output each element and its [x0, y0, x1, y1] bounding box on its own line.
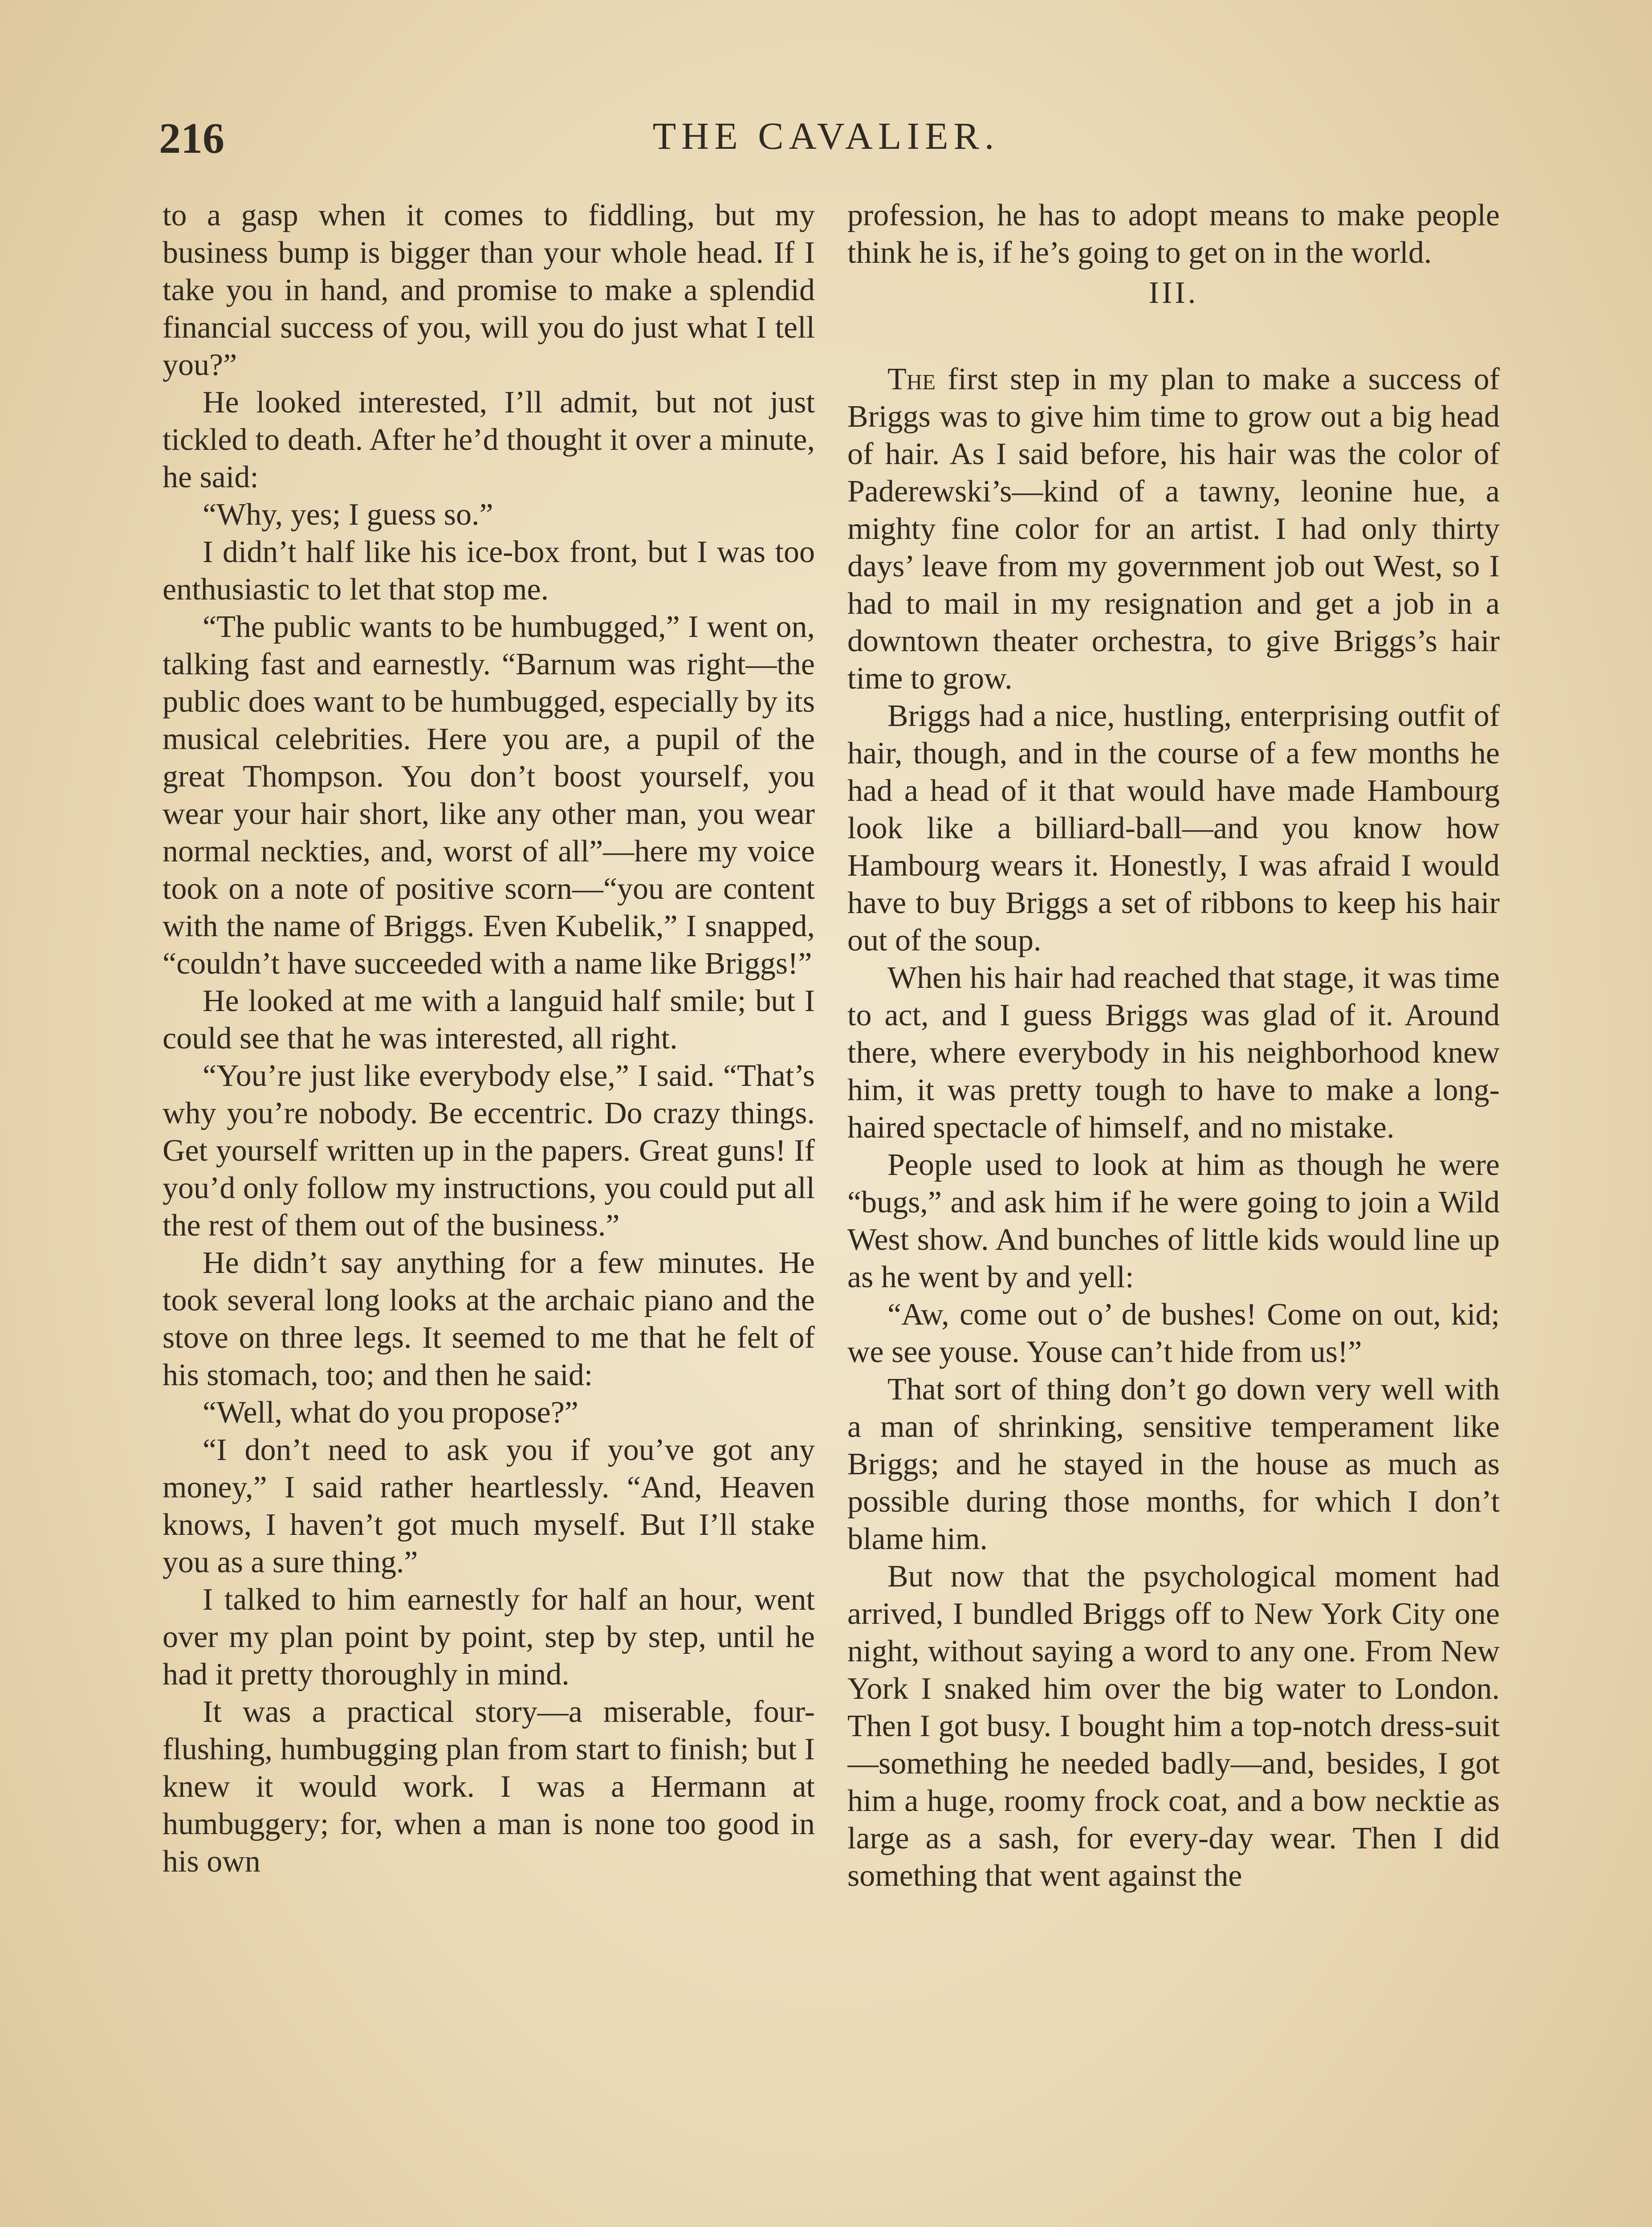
paragraph: He looked interested, I’ll admit, but not just tickled to death. After he’d thought it over a minute, he said:	[163, 385, 815, 494]
paragraph: “You’re just like everybody else,” I said. “That’s why you’re nobody. Be eccentric. Do crazy things. Get yourself written up in the papers. Great guns! If you’d only follow my instructions, you could put all the rest of them out of the business.”	[163, 1059, 815, 1243]
paragraph: That sort of thing don’t go down very well with a man of shrinking, sensitive temperament like Briggs; and he stayed in the house as much as possible during those months, for which I don’t blame him.	[847, 1372, 1500, 1556]
paragraph: It was a practical story—a miserable, four-flushing, humbugging plan from start to finish; but I knew it would work. I was a Hermann at humbuggery; for, when a man is none too good in his own	[163, 1695, 815, 1879]
running-head: THE CAVALIER.	[652, 114, 1000, 157]
right-column	[847, 197, 1500, 2227]
paragraph: “Aw, come out o’ de bushes! Come on out, kid; we see youse. Youse can’t hide from us!”	[847, 1297, 1500, 1369]
page-number: 216	[159, 114, 224, 163]
paragraph-text: first step in my plan to make a success of Briggs was to give him time to grow out a big head of hair. As I said before, his hair was the color of Paderewski’s—kind of a tawny, leonine hue, a mighty fine color for an artist. I had only thirty days’ leave from my government job out West, so I had to mail in my resignation and get a job in a downtown theater orchestra, to give Briggs’s hair time to grow.	[847, 362, 1500, 696]
paragraph: “The public wants to be humbugged,” I went on, talking fast and earnestly. “Barnum was right—the public does want to be humbugged, especially by its musical celebrities. Here you are, a pupil of the great Thompson. You don’t boost yourself, you wear your hair short, like any other man, you wear normal neckties, and, worst of all”—here my voice took on a note of positive scorn—“you are content with the name of Briggs. Even Kubelik,” I snapped, “couldn’t have succeeded with a name like Briggs!”	[163, 610, 815, 981]
paragraph: But now that the psychological moment had arrived, I bundled Briggs off to New York City one night, without saying a word to any one. From New York I snaked him over the big water to London. Then I got busy. I bought him a top-notch dress-suit—something he needed badly—and, besides, I got him a huge, roomy frock coat, and a bow necktie as large as a sash, for every-day wear. Then I did something that went against the	[847, 1559, 1500, 1893]
paragraph: profession, he has to adopt means to make people think he is, if he’s going to get on in the world.	[847, 198, 1500, 270]
paragraph: When his hair had reached that stage, it was time to act, and I guess Briggs was glad of it. Around there, where everybody in his neighborhood knew him, it was pretty tough to have to make a long-haired spectacle of himself, and no mistake.	[847, 961, 1500, 1145]
paragraph: Briggs had a nice, hustling, enterprising outfit of hair, though, and in the course of a few months he had a head of it that would have made Hambourg look like a billiard-ball—and you know how Hambourg wears it. Honestly, I was afraid I would have to buy Briggs a set of ribbons to keep his hair out of the soup.	[847, 699, 1500, 958]
paragraph	[847, 361, 1500, 697]
paragraph: He didn’t say anything for a few minutes. He took several long looks at the archaic piano and the stove on three legs. It seemed to me that he felt of his stomach, too; and then he said:	[163, 1246, 815, 1392]
left-column	[163, 197, 815, 2227]
paragraph: to a gasp when it comes to fiddling, but my business bump is bigger than your whole head. If I take you in hand, and promise to make a splendid financial success of you, will you do just what I tell you?”	[163, 198, 815, 382]
paragraph: “Why, yes; I guess so.”	[203, 498, 493, 532]
paragraph: “Well, what do you propose?”	[203, 1395, 578, 1430]
paragraph: I didn’t half like his ice-box front, but I was too enthusiastic to let that stop me.	[163, 535, 815, 607]
paragraph: “I don’t need to ask you if you’ve got any money,” I said rather heartlessly. “And, Heaven knows, I haven’t got much myself. But I’ll stake you as a sure thing.”	[163, 1433, 815, 1579]
paragraph: I talked to him earnestly for half an hour, went over my plan point by point, step by step, until he had it pretty thoroughly in mind.	[163, 1583, 815, 1692]
lead-word: The	[887, 362, 936, 396]
paragraph: People used to look at him as though he were “bugs,” and ask him if he were going to join a Wild West show. And bunches of little kids would line up as he went by and yell:	[847, 1148, 1500, 1294]
section-number: III.	[1148, 276, 1199, 310]
paragraph: He looked at me with a languid half smile; but I could see that he was interested, all right.	[163, 984, 815, 1056]
